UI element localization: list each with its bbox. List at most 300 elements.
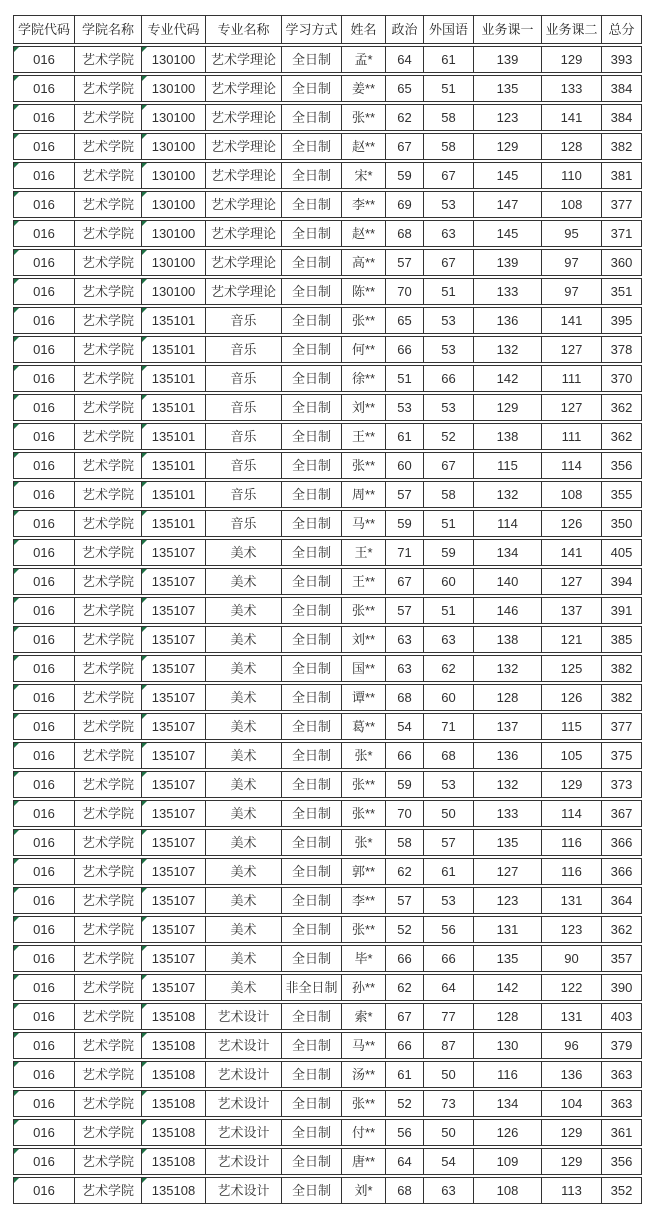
cell-politics: 64 <box>386 1148 424 1175</box>
cell-course-two: 126 <box>542 684 602 711</box>
cell-foreign-lang: 53 <box>424 394 474 421</box>
cell-study-mode: 全日制 <box>282 46 342 73</box>
cell-study-mode: 全日制 <box>282 104 342 131</box>
cell-study-mode: 全日制 <box>282 307 342 334</box>
cell-major-name: 艺术学理论 <box>206 278 282 305</box>
cell-course-two: 104 <box>542 1090 602 1117</box>
cell-politics: 51 <box>386 365 424 392</box>
cell-total-score: 377 <box>602 713 642 740</box>
cell-politics: 66 <box>386 742 424 769</box>
cell-politics: 53 <box>386 394 424 421</box>
cell-total-score: 366 <box>602 829 642 856</box>
cell-course-one: 128 <box>474 1003 542 1030</box>
cell-course-one: 137 <box>474 713 542 740</box>
table-row <box>13 162 642 189</box>
table-row <box>13 742 642 769</box>
cell-politics: 59 <box>386 162 424 189</box>
cell-foreign-lang: 63 <box>424 220 474 247</box>
cell-student-name: 姜** <box>342 75 386 102</box>
table-row <box>13 1119 642 1146</box>
cell-student-name: 葛** <box>342 713 386 740</box>
cell-foreign-lang: 61 <box>424 858 474 885</box>
table-row <box>13 394 642 421</box>
cell-study-mode: 全日制 <box>282 771 342 798</box>
cell-course-one: 138 <box>474 626 542 653</box>
cell-course-two: 141 <box>542 307 602 334</box>
cell-study-mode: 全日制 <box>282 162 342 189</box>
cell-college-code: 016 <box>13 452 75 479</box>
cell-study-mode: 全日制 <box>282 858 342 885</box>
table-row <box>13 1003 642 1030</box>
cell-college-name: 艺术学院 <box>75 162 142 189</box>
cell-study-mode: 全日制 <box>282 1119 342 1146</box>
cell-politics: 71 <box>386 539 424 566</box>
table-row <box>13 249 642 276</box>
cell-college-name: 艺术学院 <box>75 597 142 624</box>
cell-politics: 64 <box>386 46 424 73</box>
cell-student-name: 李** <box>342 191 386 218</box>
cell-total-score: 357 <box>602 945 642 972</box>
cell-course-two: 136 <box>542 1061 602 1088</box>
cell-major-code: 135107 <box>142 771 206 798</box>
cell-course-one: 132 <box>474 481 542 508</box>
cell-study-mode: 全日制 <box>282 191 342 218</box>
cell-college-code: 016 <box>13 1061 75 1088</box>
cell-foreign-lang: 51 <box>424 510 474 537</box>
cell-course-one: 129 <box>474 133 542 160</box>
cell-course-two: 126 <box>542 510 602 537</box>
cell-major-name: 艺术设计 <box>206 1061 282 1088</box>
cell-major-code: 135108 <box>142 1119 206 1146</box>
cell-total-score: 350 <box>602 510 642 537</box>
cell-course-two: 128 <box>542 133 602 160</box>
table-row <box>13 510 642 537</box>
cell-study-mode: 全日制 <box>282 75 342 102</box>
cell-course-one: 133 <box>474 800 542 827</box>
cell-foreign-lang: 50 <box>424 1061 474 1088</box>
cell-major-code: 130100 <box>142 46 206 73</box>
cell-college-code: 016 <box>13 1003 75 1030</box>
cell-college-name: 艺术学院 <box>75 307 142 334</box>
cell-politics: 60 <box>386 452 424 479</box>
cell-major-code: 135107 <box>142 655 206 682</box>
column-header-total-score: 总分 <box>602 15 642 44</box>
column-header-student-name: 姓名 <box>342 15 386 44</box>
cell-total-score: 373 <box>602 771 642 798</box>
cell-college-code: 016 <box>13 365 75 392</box>
cell-course-two: 96 <box>542 1032 602 1059</box>
cell-course-one: 140 <box>474 568 542 595</box>
cell-politics: 69 <box>386 191 424 218</box>
cell-total-score: 375 <box>602 742 642 769</box>
cell-foreign-lang: 53 <box>424 191 474 218</box>
cell-college-name: 艺术学院 <box>75 858 142 885</box>
cell-politics: 66 <box>386 1032 424 1059</box>
table-row <box>13 336 642 363</box>
cell-study-mode: 全日制 <box>282 1090 342 1117</box>
cell-course-two: 122 <box>542 974 602 1001</box>
cell-politics: 67 <box>386 133 424 160</box>
table-row <box>13 133 642 160</box>
cell-student-name: 李** <box>342 887 386 914</box>
cell-foreign-lang: 67 <box>424 452 474 479</box>
cell-study-mode: 全日制 <box>282 249 342 276</box>
cell-politics: 57 <box>386 597 424 624</box>
cell-college-code: 016 <box>13 800 75 827</box>
cell-foreign-lang: 77 <box>424 1003 474 1030</box>
cell-college-name: 艺术学院 <box>75 771 142 798</box>
cell-course-one: 145 <box>474 162 542 189</box>
cell-major-code: 135101 <box>142 336 206 363</box>
cell-major-code: 135107 <box>142 916 206 943</box>
cell-total-score: 370 <box>602 365 642 392</box>
cell-student-name: 毕* <box>342 945 386 972</box>
cell-student-name: 徐** <box>342 365 386 392</box>
cell-major-name: 艺术设计 <box>206 1090 282 1117</box>
cell-college-code: 016 <box>13 858 75 885</box>
cell-college-name: 艺术学院 <box>75 1090 142 1117</box>
cell-major-code: 130100 <box>142 75 206 102</box>
cell-course-one: 115 <box>474 452 542 479</box>
cell-study-mode: 全日制 <box>282 1061 342 1088</box>
table-row <box>13 858 642 885</box>
cell-study-mode: 全日制 <box>282 684 342 711</box>
table-row <box>13 945 642 972</box>
cell-foreign-lang: 63 <box>424 626 474 653</box>
cell-course-one: 139 <box>474 249 542 276</box>
cell-course-two: 97 <box>542 278 602 305</box>
cell-foreign-lang: 51 <box>424 597 474 624</box>
cell-course-one: 123 <box>474 104 542 131</box>
cell-college-name: 艺术学院 <box>75 887 142 914</box>
cell-course-one: 139 <box>474 46 542 73</box>
cell-student-name: 周** <box>342 481 386 508</box>
table-row <box>13 278 642 305</box>
cell-foreign-lang: 57 <box>424 829 474 856</box>
cell-college-code: 016 <box>13 336 75 363</box>
cell-major-name: 音乐 <box>206 394 282 421</box>
cell-politics: 70 <box>386 800 424 827</box>
cell-college-name: 艺术学院 <box>75 1061 142 1088</box>
cell-college-name: 艺术学院 <box>75 1119 142 1146</box>
table-row <box>13 46 642 73</box>
cell-major-name: 艺术学理论 <box>206 133 282 160</box>
cell-college-name: 艺术学院 <box>75 452 142 479</box>
cell-major-name: 美术 <box>206 945 282 972</box>
admission-scores-table <box>13 13 642 1206</box>
cell-major-code: 135107 <box>142 742 206 769</box>
cell-college-code: 016 <box>13 249 75 276</box>
cell-major-name: 艺术学理论 <box>206 191 282 218</box>
cell-college-name: 艺术学院 <box>75 684 142 711</box>
cell-course-one: 134 <box>474 1090 542 1117</box>
cell-foreign-lang: 54 <box>424 1148 474 1175</box>
cell-major-code: 135107 <box>142 539 206 566</box>
cell-major-code: 135108 <box>142 1177 206 1204</box>
cell-major-name: 艺术设计 <box>206 1148 282 1175</box>
cell-college-name: 艺术学院 <box>75 1032 142 1059</box>
cell-course-two: 137 <box>542 597 602 624</box>
cell-foreign-lang: 58 <box>424 104 474 131</box>
cell-major-name: 美术 <box>206 974 282 1001</box>
cell-politics: 61 <box>386 1061 424 1088</box>
cell-foreign-lang: 68 <box>424 742 474 769</box>
table-row <box>13 655 642 682</box>
cell-major-code: 130100 <box>142 249 206 276</box>
cell-politics: 63 <box>386 626 424 653</box>
cell-study-mode: 全日制 <box>282 597 342 624</box>
cell-college-code: 016 <box>13 974 75 1001</box>
cell-major-code: 135107 <box>142 568 206 595</box>
cell-major-code: 135101 <box>142 481 206 508</box>
cell-course-two: 129 <box>542 1119 602 1146</box>
cell-major-name: 美术 <box>206 655 282 682</box>
cell-college-code: 016 <box>13 394 75 421</box>
cell-total-score: 356 <box>602 1148 642 1175</box>
cell-college-name: 艺术学院 <box>75 365 142 392</box>
cell-study-mode: 全日制 <box>282 481 342 508</box>
cell-major-name: 艺术学理论 <box>206 75 282 102</box>
cell-study-mode: 全日制 <box>282 742 342 769</box>
cell-politics: 58 <box>386 829 424 856</box>
cell-major-name: 美术 <box>206 568 282 595</box>
cell-politics: 57 <box>386 249 424 276</box>
cell-student-name: 何** <box>342 336 386 363</box>
cell-total-score: 382 <box>602 133 642 160</box>
column-header-major-name: 专业名称 <box>206 15 282 44</box>
cell-course-two: 125 <box>542 655 602 682</box>
cell-college-code: 016 <box>13 713 75 740</box>
cell-politics: 67 <box>386 568 424 595</box>
cell-course-two: 129 <box>542 1148 602 1175</box>
cell-college-code: 016 <box>13 597 75 624</box>
cell-course-two: 133 <box>542 75 602 102</box>
cell-major-code: 130100 <box>142 133 206 160</box>
cell-student-name: 张** <box>342 452 386 479</box>
column-header-study-mode: 学习方式 <box>282 15 342 44</box>
cell-student-name: 孙** <box>342 974 386 1001</box>
table-row <box>13 771 642 798</box>
cell-foreign-lang: 87 <box>424 1032 474 1059</box>
cell-major-name: 美术 <box>206 916 282 943</box>
cell-total-score: 385 <box>602 626 642 653</box>
cell-total-score: 379 <box>602 1032 642 1059</box>
cell-foreign-lang: 53 <box>424 887 474 914</box>
cell-college-code: 016 <box>13 887 75 914</box>
cell-course-two: 113 <box>542 1177 602 1204</box>
cell-major-code: 130100 <box>142 220 206 247</box>
cell-college-name: 艺术学院 <box>75 1148 142 1175</box>
cell-politics: 62 <box>386 974 424 1001</box>
cell-politics: 68 <box>386 1177 424 1204</box>
cell-student-name: 郭** <box>342 858 386 885</box>
cell-student-name: 陈** <box>342 278 386 305</box>
cell-college-name: 艺术学院 <box>75 423 142 450</box>
cell-student-name: 谭** <box>342 684 386 711</box>
cell-student-name: 国** <box>342 655 386 682</box>
cell-study-mode: 全日制 <box>282 423 342 450</box>
cell-course-one: 123 <box>474 887 542 914</box>
cell-course-one: 147 <box>474 191 542 218</box>
cell-study-mode: 全日制 <box>282 800 342 827</box>
cell-college-code: 016 <box>13 539 75 566</box>
cell-total-score: 384 <box>602 75 642 102</box>
cell-study-mode: 全日制 <box>282 394 342 421</box>
table-row <box>13 481 642 508</box>
table-row <box>13 916 642 943</box>
cell-major-name: 美术 <box>206 684 282 711</box>
cell-study-mode: 全日制 <box>282 510 342 537</box>
cell-student-name: 张** <box>342 307 386 334</box>
cell-major-name: 美术 <box>206 539 282 566</box>
cell-major-code: 135107 <box>142 829 206 856</box>
cell-major-name: 艺术学理论 <box>206 220 282 247</box>
cell-course-two: 121 <box>542 626 602 653</box>
cell-foreign-lang: 66 <box>424 945 474 972</box>
cell-major-name: 艺术学理论 <box>206 104 282 131</box>
cell-college-name: 艺术学院 <box>75 510 142 537</box>
cell-total-score: 363 <box>602 1061 642 1088</box>
cell-course-one: 130 <box>474 1032 542 1059</box>
cell-major-code: 135107 <box>142 597 206 624</box>
cell-major-code: 135101 <box>142 307 206 334</box>
table-row <box>13 800 642 827</box>
cell-study-mode: 全日制 <box>282 133 342 160</box>
cell-politics: 68 <box>386 220 424 247</box>
cell-foreign-lang: 53 <box>424 771 474 798</box>
cell-course-one: 133 <box>474 278 542 305</box>
cell-major-name: 艺术学理论 <box>206 249 282 276</box>
cell-course-one: 138 <box>474 423 542 450</box>
cell-college-code: 016 <box>13 278 75 305</box>
cell-major-code: 135107 <box>142 887 206 914</box>
cell-foreign-lang: 59 <box>424 539 474 566</box>
cell-politics: 56 <box>386 1119 424 1146</box>
cell-total-score: 371 <box>602 220 642 247</box>
column-header-politics: 政治 <box>386 15 424 44</box>
cell-study-mode: 全日制 <box>282 713 342 740</box>
cell-college-name: 艺术学院 <box>75 1003 142 1030</box>
cell-foreign-lang: 67 <box>424 249 474 276</box>
cell-foreign-lang: 62 <box>424 655 474 682</box>
cell-college-code: 016 <box>13 220 75 247</box>
cell-college-code: 016 <box>13 133 75 160</box>
table-row <box>13 626 642 653</box>
cell-course-two: 116 <box>542 858 602 885</box>
cell-student-name: 刘* <box>342 1177 386 1204</box>
cell-total-score: 366 <box>602 858 642 885</box>
cell-study-mode: 全日制 <box>282 655 342 682</box>
cell-college-name: 艺术学院 <box>75 104 142 131</box>
cell-college-name: 艺术学院 <box>75 133 142 160</box>
cell-college-code: 016 <box>13 829 75 856</box>
cell-student-name: 赵** <box>342 133 386 160</box>
table-row <box>13 191 642 218</box>
cell-student-name: 马** <box>342 1032 386 1059</box>
cell-total-score: 362 <box>602 423 642 450</box>
cell-major-code: 135101 <box>142 365 206 392</box>
cell-course-one: 131 <box>474 916 542 943</box>
cell-college-name: 艺术学院 <box>75 916 142 943</box>
cell-student-name: 刘** <box>342 626 386 653</box>
cell-course-one: 136 <box>474 307 542 334</box>
cell-major-code: 130100 <box>142 162 206 189</box>
cell-course-two: 108 <box>542 191 602 218</box>
cell-study-mode: 非全日制 <box>282 974 342 1001</box>
column-header-college-name: 学院名称 <box>75 15 142 44</box>
cell-foreign-lang: 58 <box>424 481 474 508</box>
cell-student-name: 张** <box>342 597 386 624</box>
cell-major-code: 135101 <box>142 452 206 479</box>
cell-politics: 57 <box>386 481 424 508</box>
cell-student-name: 赵** <box>342 220 386 247</box>
cell-course-two: 97 <box>542 249 602 276</box>
cell-foreign-lang: 73 <box>424 1090 474 1117</box>
table-row <box>13 423 642 450</box>
cell-course-two: 108 <box>542 481 602 508</box>
cell-major-code: 135108 <box>142 1003 206 1030</box>
table-row <box>13 568 642 595</box>
cell-course-one: 126 <box>474 1119 542 1146</box>
cell-major-code: 135107 <box>142 684 206 711</box>
cell-student-name: 张** <box>342 1090 386 1117</box>
cell-course-one: 128 <box>474 684 542 711</box>
cell-major-code: 135108 <box>142 1148 206 1175</box>
cell-politics: 65 <box>386 75 424 102</box>
cell-politics: 52 <box>386 1090 424 1117</box>
cell-foreign-lang: 61 <box>424 46 474 73</box>
cell-major-code: 135101 <box>142 394 206 421</box>
cell-major-name: 音乐 <box>206 452 282 479</box>
cell-major-name: 艺术设计 <box>206 1003 282 1030</box>
cell-student-name: 张** <box>342 916 386 943</box>
cell-total-score: 355 <box>602 481 642 508</box>
cell-course-two: 116 <box>542 829 602 856</box>
cell-politics: 54 <box>386 713 424 740</box>
cell-course-two: 110 <box>542 162 602 189</box>
cell-student-name: 马** <box>342 510 386 537</box>
cell-major-name: 艺术学理论 <box>206 46 282 73</box>
cell-foreign-lang: 60 <box>424 568 474 595</box>
cell-college-name: 艺术学院 <box>75 655 142 682</box>
cell-course-one: 142 <box>474 974 542 1001</box>
cell-college-name: 艺术学院 <box>75 945 142 972</box>
cell-foreign-lang: 50 <box>424 800 474 827</box>
cell-study-mode: 全日制 <box>282 887 342 914</box>
cell-course-two: 95 <box>542 220 602 247</box>
table-row <box>13 452 642 479</box>
cell-college-code: 016 <box>13 771 75 798</box>
cell-student-name: 王** <box>342 423 386 450</box>
cell-college-code: 016 <box>13 742 75 769</box>
table-row <box>13 684 642 711</box>
cell-college-code: 016 <box>13 481 75 508</box>
table-row <box>13 1032 642 1059</box>
table-head <box>13 15 642 44</box>
cell-course-two: 123 <box>542 916 602 943</box>
cell-course-one: 145 <box>474 220 542 247</box>
cell-student-name: 唐** <box>342 1148 386 1175</box>
table-row <box>13 75 642 102</box>
cell-course-two: 127 <box>542 336 602 363</box>
cell-politics: 59 <box>386 510 424 537</box>
cell-student-name: 张* <box>342 829 386 856</box>
cell-major-name: 艺术设计 <box>206 1177 282 1204</box>
cell-total-score: 367 <box>602 800 642 827</box>
cell-major-name: 艺术学理论 <box>206 162 282 189</box>
table-row <box>13 713 642 740</box>
cell-student-name: 付** <box>342 1119 386 1146</box>
